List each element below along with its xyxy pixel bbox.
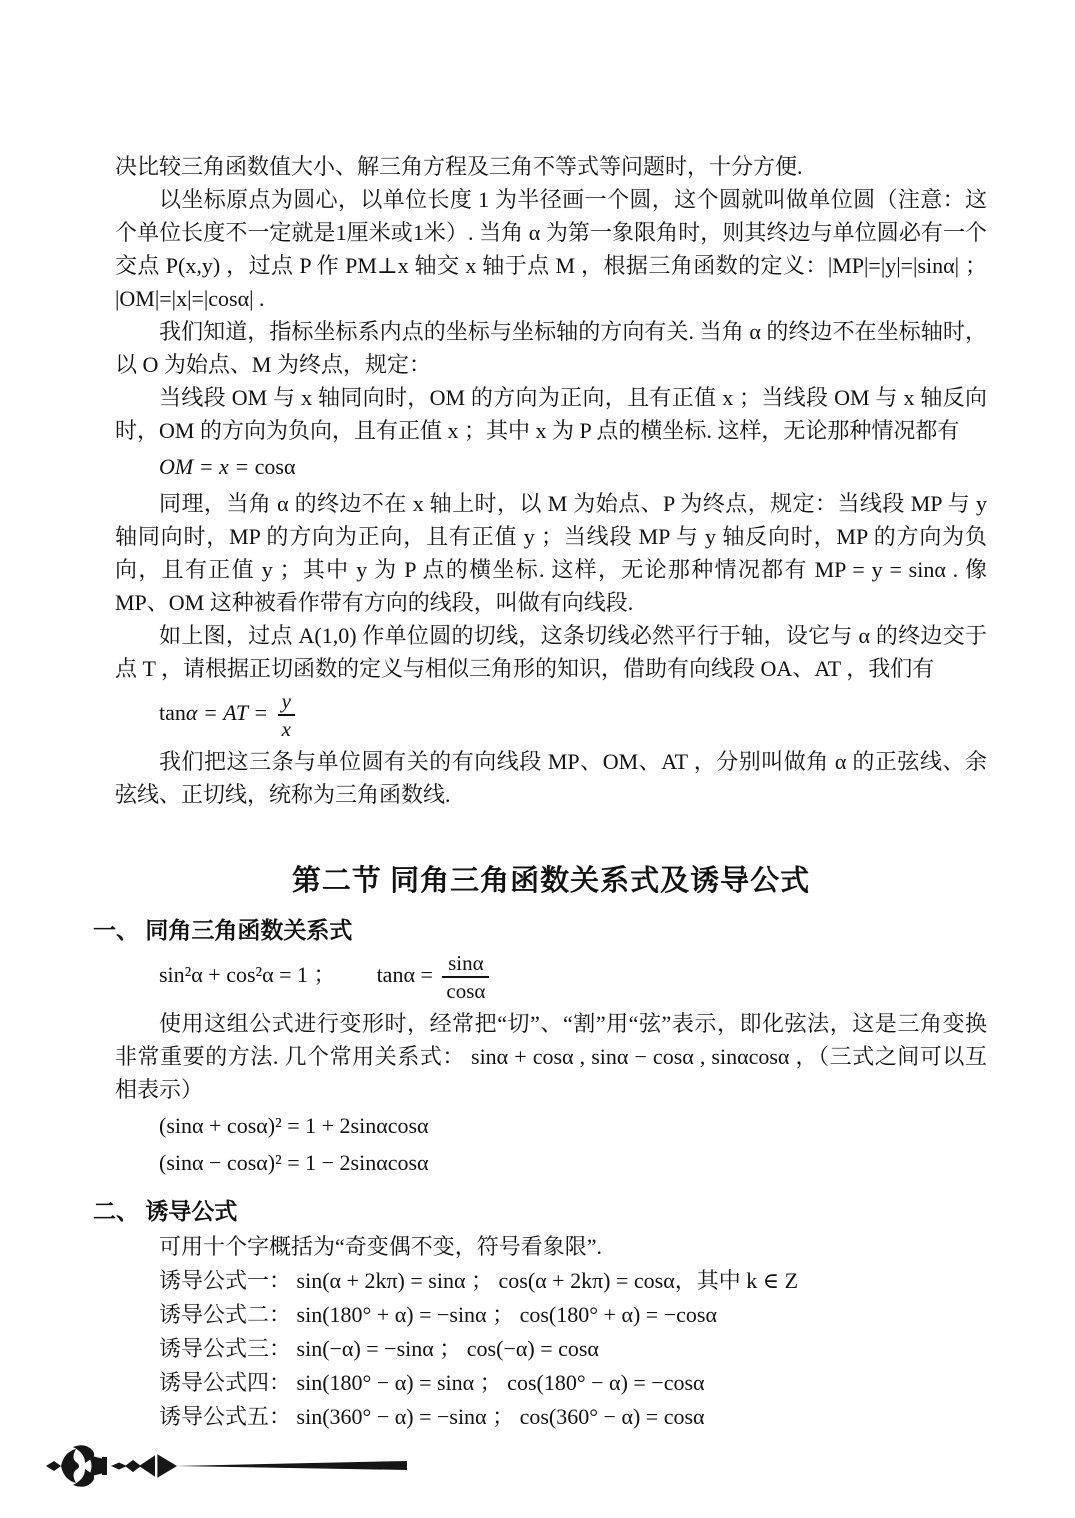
induction-formula-4 — [115, 1366, 987, 1399]
paragraph-hua-xian-method: 使用这组公式进行变形时，经常把“切”、“割”用“弦”表示，即化弦法，这是三角变换非常重要的方法. 几个常用关系式： sinα + cosα , sinα − cosα , sinαcosα ，（三式之间可以互相表示） — [115, 1011, 987, 1102]
induction-formula-4-math: sin(180° − α) = sinα ； cos(180° − α) = −cosα — [296, 1370, 705, 1395]
formula-pythagorean-identity — [115, 950, 987, 1004]
fraction-sin-numerator: sinα — [442, 950, 489, 978]
induction-formula-2 — [115, 1298, 987, 1331]
formula-om-cos-lead: OM = x = — [159, 454, 255, 479]
formula-tangent — [115, 688, 987, 742]
induction-formula-3 — [115, 1332, 987, 1365]
induction-formula-1-suffix: ，其中 k ∈ Z — [674, 1268, 799, 1293]
fraction-numerator: y — [278, 688, 295, 716]
formula-difference-squared: (sinα − cosα)² = 1 − 2sinαcosα — [159, 1150, 429, 1175]
formula-tan-identity-lead: tanα = — [376, 962, 439, 988]
fraction-cos-denominator: cosα — [446, 979, 486, 1003]
induction-formula-1-label: 诱导公式一： — [159, 1268, 292, 1293]
formula-om-cos — [115, 450, 987, 484]
page-content — [93, 150, 987, 1434]
induction-formula-1 — [115, 1264, 987, 1297]
formula-om-cos-rest: cosα — [254, 454, 296, 479]
fraction-sin-over-cos — [442, 950, 489, 1004]
paragraph-trig-function-lines: 我们把这三条与单位圆有关的有向线段 MP、OM、AT ，分别叫做角 α 的正弦线、余弦线、正切线，统称为三角函数线. — [115, 749, 987, 807]
paragraph-coordinate-direction: 我们知道，指标坐标系内点的坐标与坐标轴的方向有关. 当角 α 的终边不在坐标轴时，以 O 为始点、M 为终点，规定： — [115, 319, 987, 377]
paragraph-ten-character-summary: 可用十个字概括为“奇变偶不变，符号看象限”. — [159, 1234, 603, 1259]
induction-formula-5-math: sin(360° − α) = −sinα ； cos(360° − α) = cosα — [296, 1404, 705, 1429]
induction-formula-2-math: sin(180° + α) = −sinα ； cos(180° + α) = −cosα — [296, 1302, 717, 1327]
fraction-denominator: x — [281, 717, 291, 741]
induction-formula-4-label: 诱导公式四： — [159, 1370, 292, 1395]
formula-tangent-fn: tan — [159, 700, 186, 726]
section-title: 第二节 同角三角函数关系式及诱导公式 — [291, 865, 811, 897]
paragraph-intro-continuation: 决比较三角函数值大小、解三角方程及三角不等式等问题时，十分方便. — [115, 154, 803, 179]
paragraph-om-direction: 当线段 OM 与 x 轴同向时，OM 的方向为正向，且有正值 x ；当线段 OM 与 x 轴反向时，OM 的方向为负向，且有正值 x ；其中 x 为 P 点的横坐标. 这样，无论那种情况都有 — [115, 385, 987, 443]
induction-formula-2-label: 诱导公式二： — [159, 1302, 292, 1327]
paragraph-mp-direction: 同理，当角 α 的终边不在 x 轴上时，以 M 为始点、P 为终点，规定：当线段 MP 与 y 轴同向时，MP 的方向为正向，且有正值 y ；当线段 MP 与 y 轴反向时，MP 的方向为负向，且有正值 y ；其中 y 为 P 点的横坐标. 这样，无论那种情况都有 MP = y = sinα . 像 MP、OM 这种被看作带有方向的线段，叫做有向线段. — [115, 491, 987, 615]
formula-tangent-lead: α = AT = — [185, 700, 274, 726]
ornament-divider — [45, 1442, 407, 1490]
induction-formula-3-label: 诱导公式三： — [159, 1336, 292, 1361]
heading-same-angle-relations: 一、 同角三角函数关系式 — [93, 917, 353, 943]
induction-formula-5-label: 诱导公式五： — [159, 1404, 292, 1429]
formula-pythagorean-part: sin²α + cos²α = 1 ； — [159, 962, 336, 988]
fraction-y-over-x — [278, 688, 295, 742]
induction-formula-3-math: sin(−α) = −sinα ； cos(−α) = cosα — [296, 1336, 599, 1361]
induction-formula-5 — [115, 1400, 987, 1433]
paragraph-unit-circle: 以坐标原点为圆心，以单位长度 1 为半径画一个圆，这个圆就叫做单位圆（注意：这个单位长度不一定就是1厘米或1米）. 当角 α 为第一象限角时，则其终边与单位圆必有一个交点 P(x,y) ，过点 P 作 PM⊥x 轴交 x 轴于点 M ，根据三角函数的定义：|MP|=|y|=|sinα| ； |OM|=|x|=|cosα| . — [115, 187, 987, 311]
formula-sum-squared: (sinα + cosα)² = 1 + 2sinαcosα — [159, 1113, 429, 1138]
heading-induction-formulas: 二、 诱导公式 — [93, 1198, 238, 1224]
ornament-shapes — [46, 1445, 407, 1487]
paragraph-tangent-line: 如上图，过点 A(1,0) 作单位圆的切线，这条切线必然平行于轴，设它与 α 的终边交于点 T ，请根据正切函数的定义与相似三角形的知识，借助有向线段 OA、AT ，我们有 — [115, 623, 987, 681]
induction-formula-1-math: sin(α + 2kπ) = sinα ； cos(α + 2kπ) = cosα — [296, 1268, 675, 1293]
